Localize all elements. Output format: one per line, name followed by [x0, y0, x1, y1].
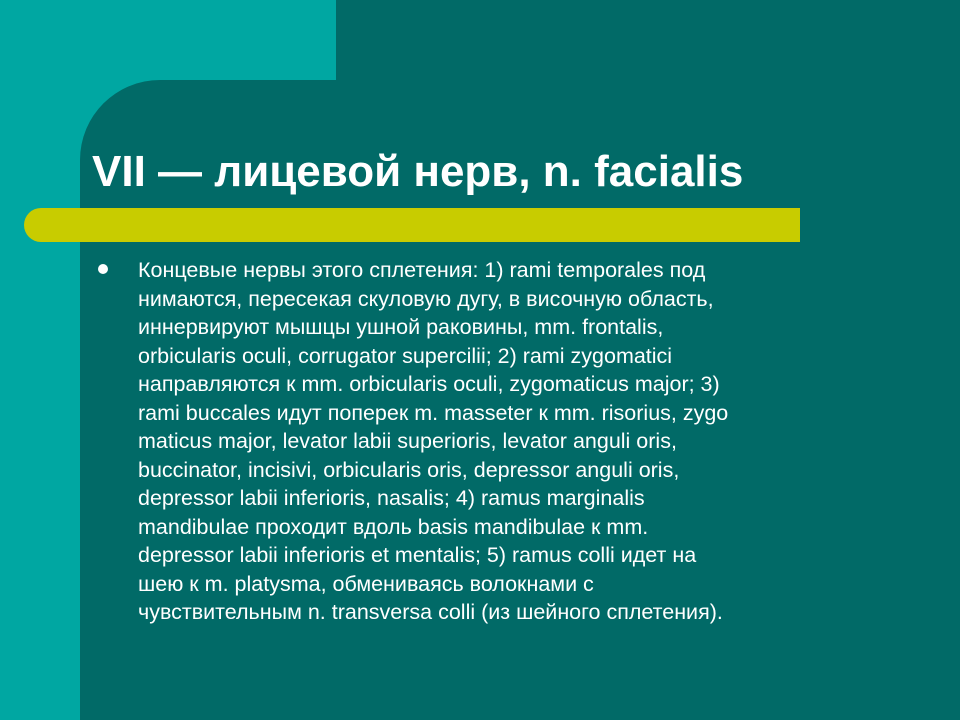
- bullet-line: чувствительным n. transversa colli (из шейного сплетения).: [138, 600, 723, 624]
- accent-bar: [24, 208, 800, 242]
- bullet-line: направляются к mm. orbicularis oculi, zygomaticus major; 3): [138, 372, 720, 396]
- bullet-line: rami buccales идут поперек m. masseter к mm. risorius, zygo: [138, 400, 729, 425]
- bullet-line: нимаются, пересекая скуловую дугу, в височную область,: [138, 286, 714, 311]
- bullet-line: шею к m. platysma, обмениваясь волокнами с: [138, 571, 594, 596]
- slide-body: [98, 256, 888, 627]
- bullet-line: иннервируют мышцы ушной раковины, mm. frontalis,: [138, 315, 664, 339]
- bullet-line: orbicularis oculi, corrugator supercilii; 2) rami zygomatici: [138, 343, 673, 368]
- slide-title: VII — лицевой нерв, n. facialis: [92, 147, 744, 196]
- top-decorative-band: [0, 0, 336, 80]
- bullet-text: [138, 256, 888, 627]
- bullet-line: mandibulae проходит вдоль basis mandibulae к mm.: [138, 514, 649, 539]
- left-decorative-band: [0, 0, 80, 720]
- bullet-item: [98, 256, 888, 627]
- bullet-line: maticus major, levator labii superioris, levator anguli oris,: [138, 429, 677, 453]
- bullet-line: depressor labii inferioris, nasalis; 4) ramus marginalis: [138, 486, 645, 510]
- bullet-line: buccinator, incisivi, orbicularis oris, depressor anguli oris,: [138, 457, 680, 482]
- bullet-dot-icon: [98, 264, 108, 274]
- bullet-line: depressor labii inferioris et mentalis; 5) ramus colli идет на: [138, 543, 697, 567]
- bullet-line: Концевые нервы этого сплетения: 1) rami temporales под: [138, 258, 706, 282]
